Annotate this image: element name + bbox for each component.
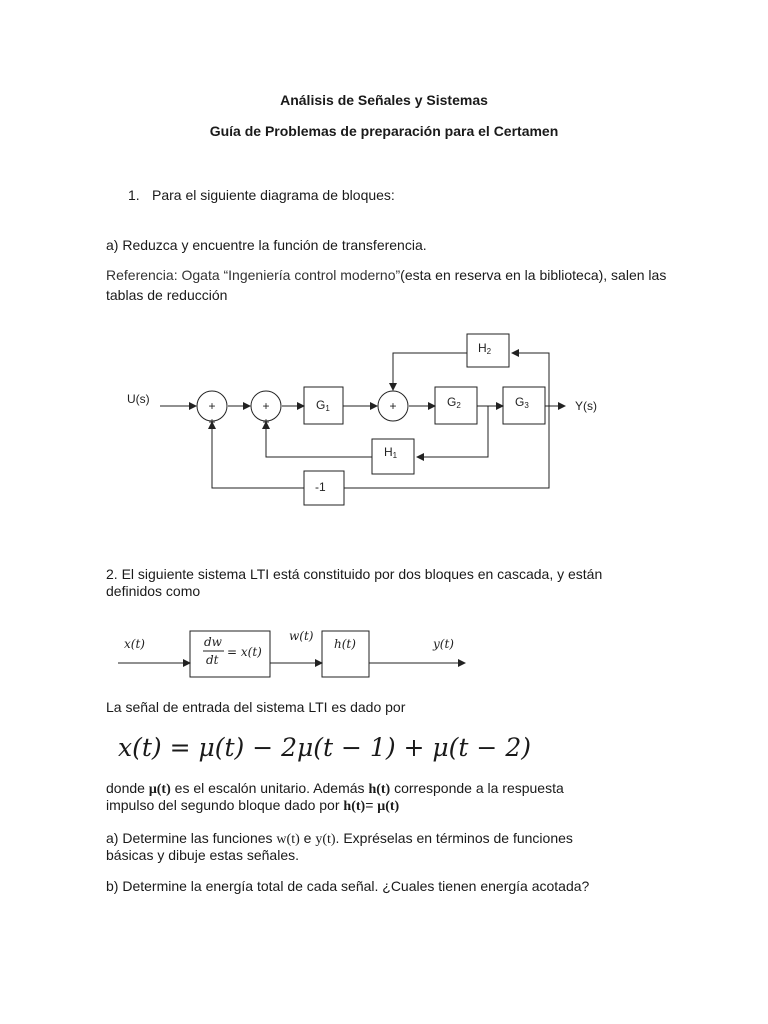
output-label: Y(s) — [575, 399, 597, 413]
h1-label: H1 — [384, 445, 398, 460]
conjunction: e — [299, 830, 316, 846]
part-a-text-2: . Expréselas en términos de funciones — [335, 830, 573, 846]
y-symbol: y(t) — [315, 832, 336, 847]
definition-text: donde — [106, 780, 149, 796]
document-title: Análisis de Señales y Sistemas — [280, 92, 488, 108]
g1-label: G1 — [316, 398, 330, 413]
dw-label: dw — [204, 635, 222, 649]
equals-sign: = — [365, 797, 378, 813]
sum3-plus: + — [389, 399, 397, 413]
input-signal-intro: La señal de entrada del sistema LTI es dado por — [106, 699, 406, 715]
block-diagram-1 — [0, 325, 768, 515]
part-b: b) Determine la energía total de cada señal. ¿Cuales tienen energía acotada? — [106, 878, 590, 894]
h-symbol: h(t) — [368, 782, 391, 797]
y-label: y(t) — [433, 637, 454, 651]
definition-text-2: es el escalón unitario. Además — [170, 780, 369, 796]
problem1-part-a: a) Reduzca y encuentre la función de transferencia. — [106, 237, 427, 253]
h2-label: H2 — [478, 341, 492, 356]
definition-text-4: impulso del segundo bloque dado por — [106, 797, 344, 813]
sum2-plus: + — [262, 399, 270, 413]
document-subtitle: Guía de Problemas de preparación para el Certamen — [209, 123, 559, 139]
definition-line2 — [106, 797, 399, 815]
neg-one-label: -1 — [315, 480, 326, 494]
reference-label: Referencia: Ogata “Ingeniería control moderno” — [106, 267, 401, 283]
sum1-plus-bottom: + — [208, 415, 216, 429]
h-label: h(t) — [334, 637, 356, 651]
g3-label: G3 — [515, 395, 529, 410]
mu-symbol-2: μ(t) — [377, 799, 400, 814]
sum1-plus: + — [208, 399, 216, 413]
block-diagram-2 — [105, 620, 485, 686]
g2-label: G2 — [447, 395, 461, 410]
part-a-text: a) Determine las funciones — [106, 830, 277, 846]
problem1-intro: Para el siguiente diagrama de bloques: — [152, 187, 395, 203]
problem1-reference-line2: tablas de reducción — [106, 287, 228, 303]
deriv-eq: = x(t) — [227, 645, 262, 659]
input-label: U(s) — [127, 392, 150, 406]
x-label: x(t) — [124, 637, 145, 651]
mu-symbol: μ(t) — [148, 782, 171, 797]
problem1-reference — [106, 267, 666, 283]
w-label: w(t) — [289, 629, 314, 643]
dt-label: dt — [206, 653, 219, 667]
problem1-number: 1. — [128, 187, 140, 203]
input-signal-equation: x(t) = μ(t) − 2μ(t − 1) + μ(t − 2) — [118, 733, 531, 762]
w-symbol: w(t) — [276, 832, 300, 847]
sum2-plus-bottom: + — [262, 415, 270, 429]
part-a-line1 — [106, 830, 573, 848]
problem2-line1: 2. El siguiente sistema LTI está constituido por dos bloques en cascada, y están — [106, 566, 603, 582]
reference-rest: (esta en reserva en la biblioteca), salen las — [400, 267, 667, 283]
part-a-line2: básicas y dibuje estas señales. — [106, 847, 299, 863]
h-symbol-2: h(t) — [343, 799, 366, 814]
problem2-line2: definidos como — [106, 583, 201, 599]
definition-text-3: corresponde a la respuesta — [390, 780, 564, 796]
definition-line1 — [106, 780, 564, 798]
